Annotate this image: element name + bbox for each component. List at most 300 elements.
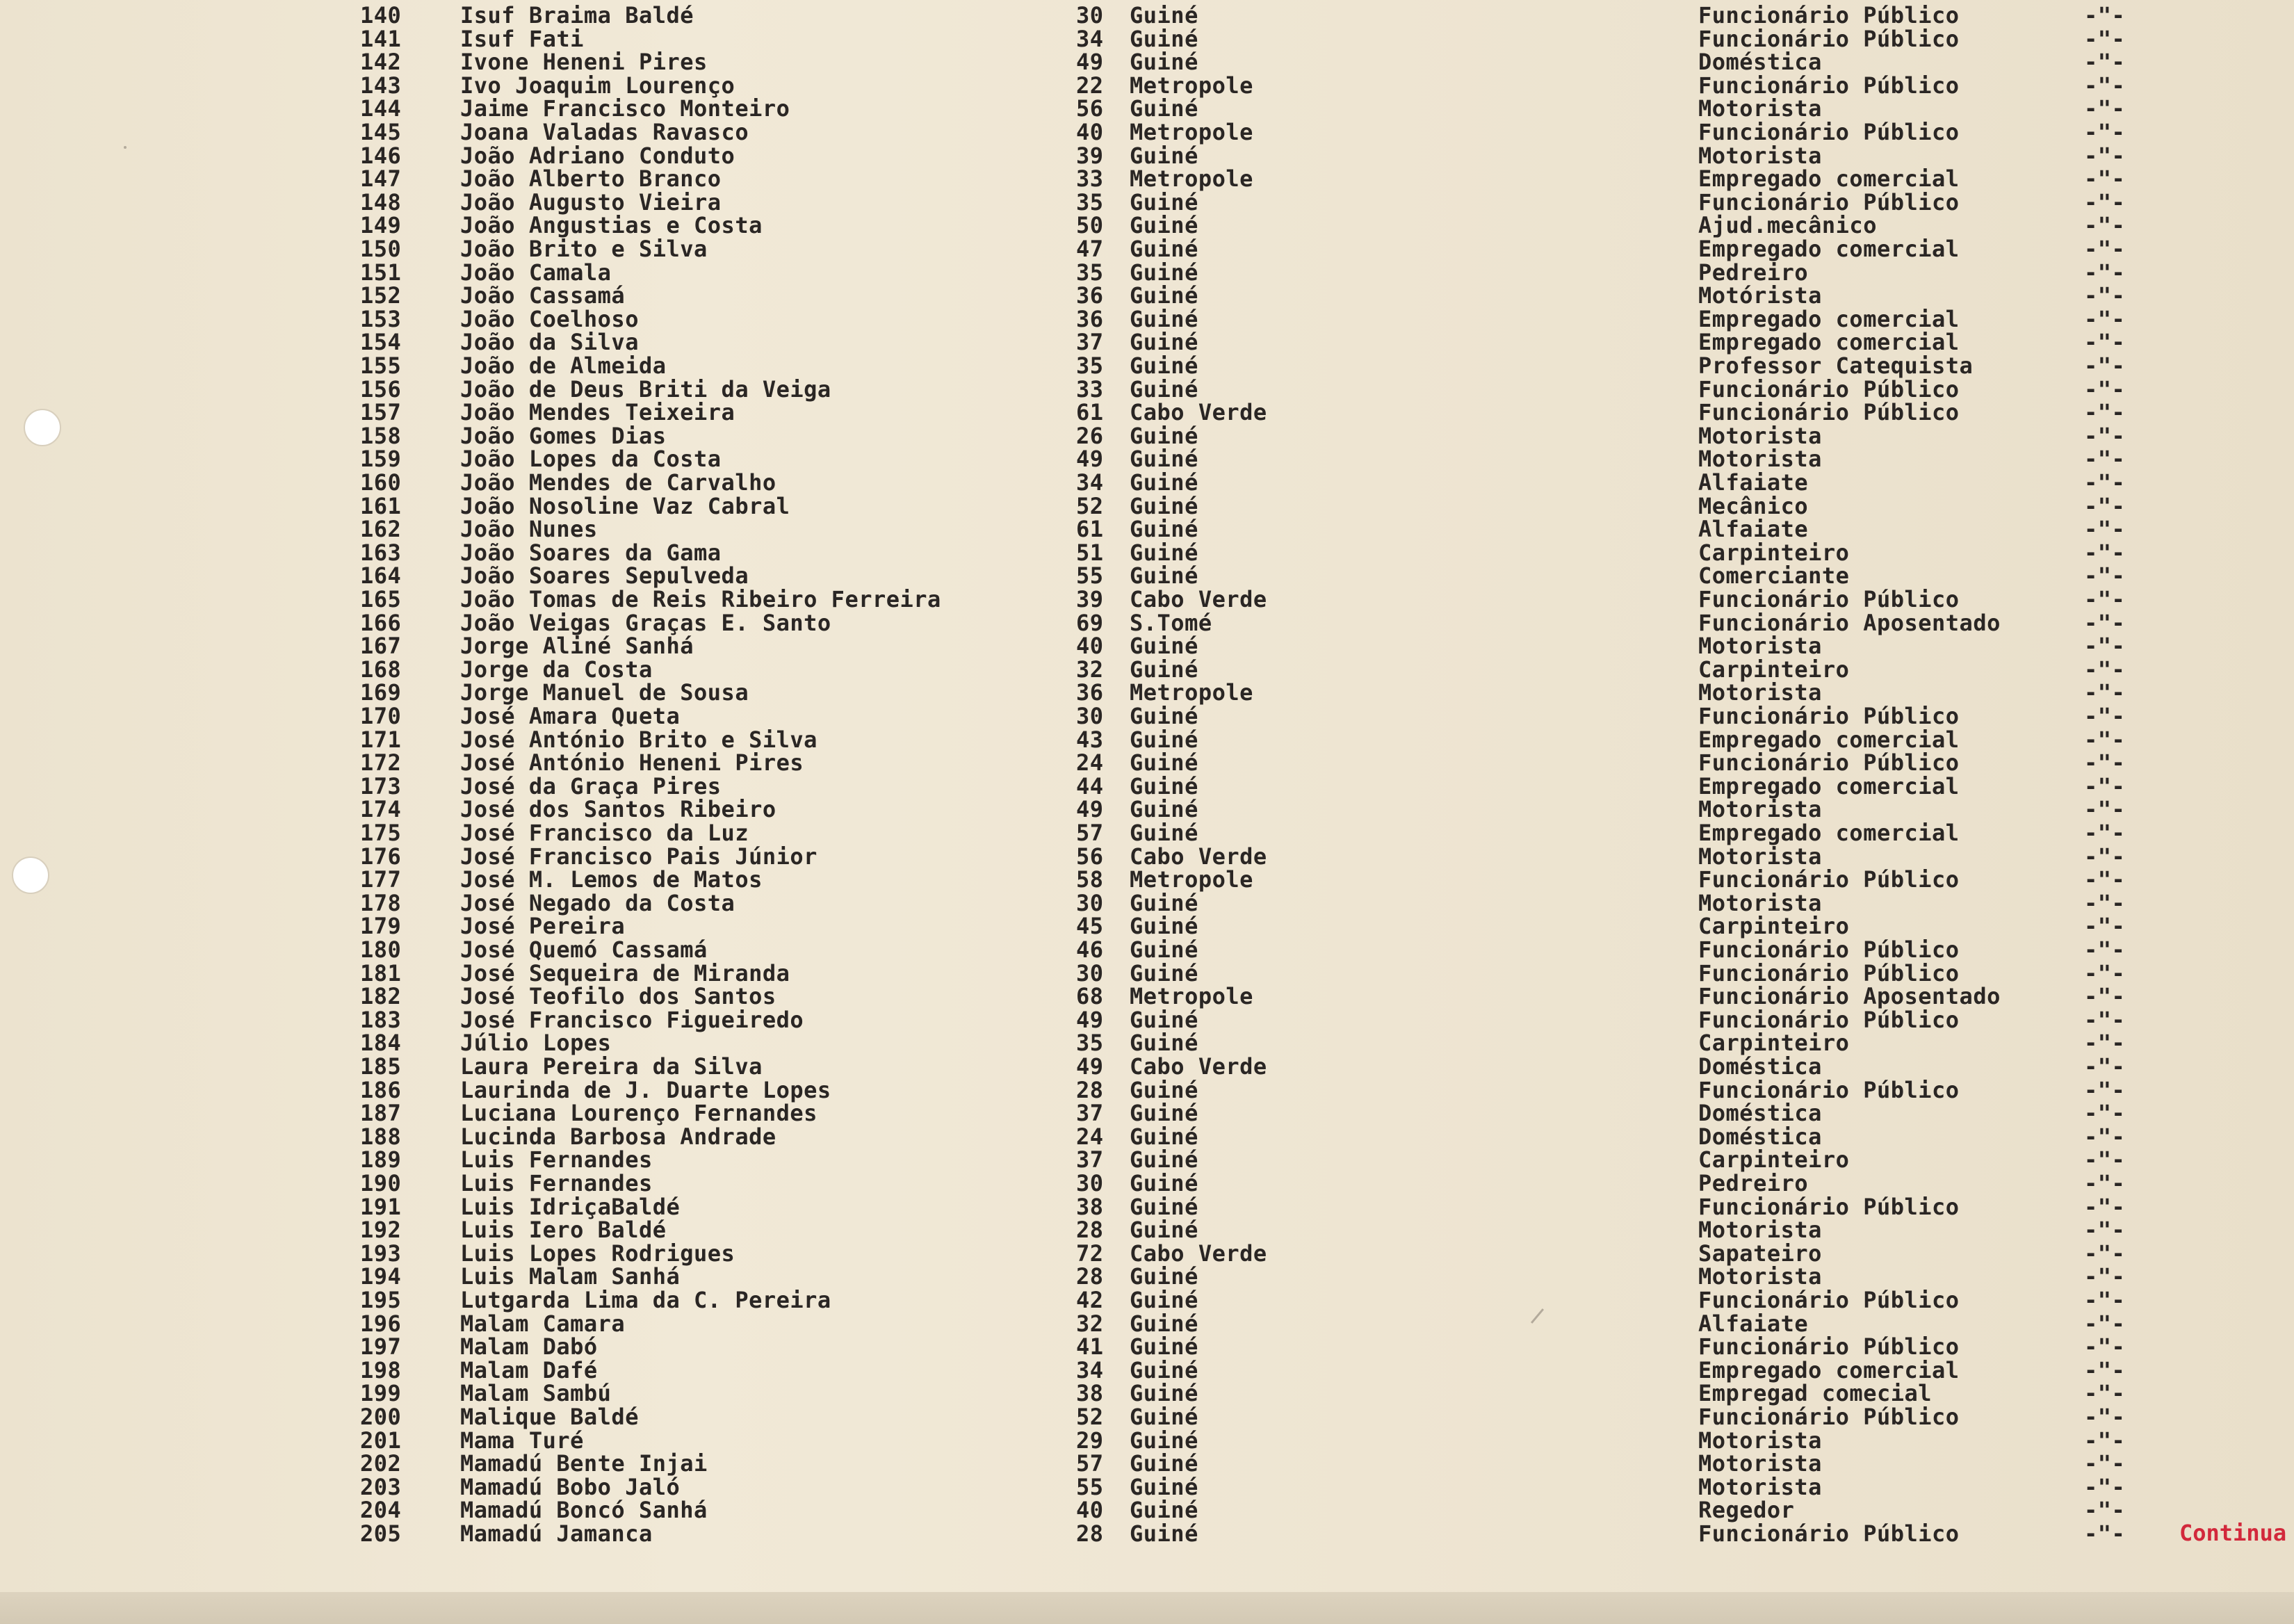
entry-number: 180	[360, 936, 402, 963]
person-name: Mamadú Jamanca	[460, 1520, 653, 1547]
register-row	[0, 1356, 2294, 1383]
ditto-mark: -"-	[2084, 679, 2126, 706]
register-row	[0, 1076, 2294, 1103]
register-row	[0, 889, 2294, 916]
register-row	[0, 1193, 2294, 1220]
occupation: Empregado comercial	[1698, 1356, 1960, 1383]
origin: Guiné	[1130, 539, 1198, 566]
occupation: Funcionário Público	[1698, 959, 1960, 986]
ditto-mark: -"-	[2084, 726, 2126, 753]
age: 34	[1076, 469, 1104, 496]
person-name: João Coelhoso	[460, 305, 639, 332]
age: 58	[1076, 866, 1104, 893]
occupation: Funcionário Público	[1698, 188, 1960, 216]
age: 55	[1076, 562, 1104, 590]
origin: Metropole	[1130, 983, 1253, 1010]
ditto-mark: -"-	[2084, 1123, 2126, 1150]
ditto-mark: -"-	[2084, 142, 2126, 169]
person-name: João Camala	[460, 259, 612, 286]
person-name: José dos Santos Ribeiro	[460, 796, 776, 823]
entry-number: 174	[360, 796, 402, 823]
register-row	[0, 726, 2294, 753]
person-name: Joana Valadas Ravasco	[460, 119, 749, 145]
entry-number: 150	[360, 236, 402, 262]
entry-number: 142	[360, 49, 402, 76]
person-name: João de Almeida	[460, 352, 667, 379]
origin: Metropole	[1130, 72, 1253, 99]
person-name: José M. Lemos de Matos	[460, 866, 763, 893]
origin: Guiné	[1130, 1404, 1198, 1430]
ditto-mark: -"-	[2084, 49, 2126, 76]
origin: Guiné	[1130, 49, 1198, 76]
origin: Guiné	[1130, 820, 1198, 846]
origin: Metropole	[1130, 866, 1253, 893]
occupation: Funcionário Público	[1698, 866, 1960, 893]
entry-number: 147	[360, 165, 402, 193]
entry-number: 164	[360, 562, 402, 590]
register-row	[0, 518, 2294, 542]
register-row	[0, 284, 2294, 308]
age: 32	[1076, 656, 1104, 683]
register-row	[0, 214, 2294, 238]
occupation: Funcionário Público	[1698, 1404, 1960, 1430]
age: 30	[1076, 1170, 1104, 1196]
occupation: Funcionário Público	[1698, 749, 1960, 777]
entry-number: 152	[360, 282, 402, 309]
origin: Guiné	[1130, 212, 1198, 239]
occupation: Doméstica	[1698, 1123, 1822, 1150]
age: 61	[1076, 516, 1104, 543]
occupation: Motorista	[1698, 633, 1822, 660]
person-name: Mama Turé	[460, 1427, 584, 1454]
origin: Cabo Verde	[1130, 1053, 1267, 1080]
occupation: Carpinteiro	[1698, 656, 1850, 683]
age: 45	[1076, 913, 1104, 940]
age: 33	[1076, 165, 1104, 193]
ditto-mark: -"-	[2084, 1520, 2126, 1547]
occupation: Alfaiate	[1698, 1310, 1809, 1337]
entry-number: 155	[360, 352, 402, 379]
occupation: Funcionário Público	[1698, 399, 1960, 426]
ditto-mark: -"-	[2084, 959, 2126, 986]
occupation: Empregado comercial	[1698, 820, 1960, 846]
person-name: João Lopes da Costa	[460, 446, 722, 473]
register-row	[0, 448, 2294, 471]
ditto-mark: -"-	[2084, 936, 2126, 963]
occupation: Funcionário Público	[1698, 72, 1960, 99]
occupation: Empregado comercial	[1698, 329, 1960, 356]
occupation: Funcionário Aposentado	[1698, 609, 2001, 636]
entry-number: 173	[360, 772, 402, 799]
entry-number: 184	[360, 1030, 402, 1057]
register-row	[0, 936, 2294, 963]
person-name: Ivo Joaquim Lourenço	[460, 72, 735, 99]
origin: Guiné	[1130, 726, 1198, 753]
ditto-mark: -"-	[2084, 1030, 2126, 1057]
age: 29	[1076, 1427, 1104, 1454]
age: 52	[1076, 492, 1104, 519]
person-name: José da Graça Pires	[460, 772, 722, 799]
age: 49	[1076, 446, 1104, 473]
person-name: Júlio Lopes	[460, 1030, 612, 1057]
age: 34	[1076, 1356, 1104, 1383]
origin: Guiné	[1130, 516, 1198, 543]
entry-number: 200	[360, 1404, 402, 1430]
occupation: Funcionário Público	[1698, 1076, 1960, 1103]
age: 72	[1076, 1240, 1104, 1267]
register-row	[0, 188, 2294, 216]
person-name: João Soares Sepulveda	[460, 562, 749, 590]
register-row	[0, 331, 2294, 355]
ditto-mark: -"-	[2084, 212, 2126, 239]
ditto-mark: -"-	[2084, 1053, 2126, 1080]
ditto-mark: -"-	[2084, 1287, 2126, 1313]
origin: Guiné	[1130, 329, 1198, 356]
register-row	[0, 1242, 2294, 1266]
entry-number: 202	[360, 1450, 402, 1477]
origin: Guiné	[1130, 492, 1198, 519]
age: 26	[1076, 422, 1104, 449]
person-name: Malique Baldé	[460, 1404, 639, 1430]
entry-number: 158	[360, 422, 402, 449]
person-name: João Mendes de Carvalho	[460, 469, 776, 496]
entry-number: 194	[360, 1263, 402, 1290]
person-name: João Adriano Conduto	[460, 142, 735, 169]
register-row	[0, 25, 2294, 52]
person-name: Isuf Fati	[460, 25, 584, 52]
origin: Guiné	[1130, 1123, 1198, 1150]
occupation: Sapateiro	[1698, 1240, 1822, 1267]
entry-number: 187	[360, 1100, 402, 1127]
age: 43	[1076, 726, 1104, 753]
ditto-mark: -"-	[2084, 1263, 2126, 1290]
person-name: Mamadú Boncó Sanhá	[460, 1497, 708, 1524]
occupation: Empregado comercial	[1698, 236, 1960, 262]
person-name: Jorge Aliné Sanhá	[460, 633, 694, 660]
ditto-mark: -"-	[2084, 25, 2126, 52]
ditto-mark: -"-	[2084, 1497, 2126, 1524]
register-row	[0, 985, 2294, 1009]
age: 22	[1076, 72, 1104, 99]
ditto-mark: -"-	[2084, 1076, 2126, 1103]
register-row	[0, 74, 2294, 98]
register-row	[0, 238, 2294, 261]
occupation: Doméstica	[1698, 49, 1822, 76]
age: 37	[1076, 1146, 1104, 1174]
register-row	[0, 471, 2294, 495]
origin: Guiné	[1130, 913, 1198, 940]
register-row	[0, 1289, 2294, 1313]
occupation: Motorista	[1698, 446, 1822, 473]
person-name: Ivone Heneni Pires	[460, 49, 708, 76]
occupation: Funcionário Público	[1698, 586, 1960, 612]
origin: Guiné	[1130, 656, 1198, 683]
entry-number: 146	[360, 142, 402, 169]
ditto-mark: -"-	[2084, 1404, 2126, 1430]
continuation-label: Continua	[2179, 1520, 2287, 1546]
age: 24	[1076, 749, 1104, 777]
entry-number: 171	[360, 726, 402, 753]
person-name: Mamadú Bobo Jaló	[460, 1473, 681, 1500]
register-row	[0, 658, 2294, 682]
register-row	[0, 261, 2294, 285]
register-row	[0, 51, 2294, 74]
ditto-mark: -"-	[2084, 1193, 2126, 1220]
occupation: Motórista	[1698, 282, 1822, 309]
entry-number: 157	[360, 399, 402, 426]
entry-number: 167	[360, 633, 402, 660]
origin: Guiné	[1130, 889, 1198, 916]
person-name: Luciana Lourenço Fernandes	[460, 1100, 817, 1127]
age: 56	[1076, 95, 1104, 122]
occupation: Alfaiate	[1698, 516, 1809, 543]
origin: S.Tomé	[1130, 609, 1212, 636]
register-row	[0, 1499, 2294, 1522]
age: 40	[1076, 1497, 1104, 1524]
ditto-mark: -"-	[2084, 913, 2126, 940]
origin: Metropole	[1130, 165, 1253, 193]
register-row	[0, 822, 2294, 845]
age: 38	[1076, 1193, 1104, 1220]
age: 35	[1076, 1030, 1104, 1057]
register-row	[0, 845, 2294, 869]
origin: Guiné	[1130, 1100, 1198, 1127]
entry-number: 168	[360, 656, 402, 683]
origin: Guiné	[1130, 749, 1198, 777]
person-name: João Angustias e Costa	[460, 212, 763, 239]
ditto-mark: -"-	[2084, 1146, 2126, 1174]
occupation: Funcionário Público	[1698, 936, 1960, 963]
occupation: Motorista	[1698, 1427, 1822, 1454]
register-row	[0, 1473, 2294, 1500]
occupation: Funcionário Público	[1698, 2, 1960, 29]
register-row	[0, 609, 2294, 636]
origin: Guiné	[1130, 305, 1198, 332]
person-name: José António Brito e Silva	[460, 726, 817, 753]
register-row	[0, 1382, 2294, 1406]
person-name: João Veigas Graças E. Santo	[460, 609, 831, 636]
age: 36	[1076, 679, 1104, 706]
person-name: José Amara Queta	[460, 703, 681, 729]
age: 38	[1076, 1380, 1104, 1407]
ditto-mark: -"-	[2084, 889, 2126, 916]
age: 39	[1076, 142, 1104, 169]
origin: Guiné	[1130, 446, 1198, 473]
person-name: João Soares da Gama	[460, 539, 722, 566]
ditto-mark: -"-	[2084, 1240, 2126, 1267]
ditto-mark: -"-	[2084, 95, 2126, 122]
occupation: Carpinteiro	[1698, 913, 1850, 940]
origin: Guiné	[1130, 1193, 1198, 1220]
occupation: Funcionário Público	[1698, 1333, 1960, 1361]
origin: Guiné	[1130, 796, 1198, 823]
occupation: Empregado comercial	[1698, 726, 1960, 753]
origin: Cabo Verde	[1130, 586, 1267, 612]
origin: Cabo Verde	[1130, 399, 1267, 426]
origin: Guiné	[1130, 25, 1198, 52]
entry-number: 151	[360, 259, 402, 286]
register-row	[0, 868, 2294, 892]
ditto-mark: -"-	[2084, 1333, 2126, 1361]
occupation: Motorista	[1698, 1450, 1822, 1477]
entry-number: 159	[360, 446, 402, 473]
age: 42	[1076, 1287, 1104, 1313]
entry-number: 195	[360, 1287, 402, 1313]
origin: Guiné	[1130, 1427, 1198, 1454]
occupation: Motorista	[1698, 142, 1822, 169]
ditto-mark: -"-	[2084, 1356, 2126, 1383]
age: 35	[1076, 188, 1104, 216]
origin: Guiné	[1130, 375, 1198, 403]
origin: Guiné	[1130, 2, 1198, 29]
entry-number: 162	[360, 516, 402, 543]
entry-number: 163	[360, 539, 402, 566]
person-name: Laura Pereira da Silva	[460, 1053, 763, 1080]
person-name: Luis Iero Baldé	[460, 1217, 667, 1244]
occupation: Pedreiro	[1698, 259, 1809, 286]
origin: Guiné	[1130, 1356, 1198, 1383]
register-row	[0, 705, 2294, 729]
age: 68	[1076, 983, 1104, 1010]
occupation: Motorista	[1698, 843, 1822, 870]
age: 49	[1076, 49, 1104, 76]
entry-number: 190	[360, 1170, 402, 1196]
origin: Guiné	[1130, 1333, 1198, 1361]
origin: Guiné	[1130, 1520, 1198, 1547]
occupation: Motorista	[1698, 1217, 1822, 1244]
person-name: Jorge Manuel de Sousa	[460, 679, 749, 706]
origin: Guiné	[1130, 469, 1198, 496]
register-row	[0, 1335, 2294, 1359]
origin: Guiné	[1130, 959, 1198, 986]
occupation: Motorista	[1698, 889, 1822, 916]
ditto-mark: -"-	[2084, 772, 2126, 799]
origin: Guiné	[1130, 1170, 1198, 1196]
origin: Guiné	[1130, 236, 1198, 262]
register-row	[0, 1102, 2294, 1126]
origin: Cabo Verde	[1130, 843, 1267, 870]
register-row	[0, 1123, 2294, 1150]
occupation: Motorista	[1698, 422, 1822, 449]
occupation: Funcionário Público	[1698, 703, 1960, 729]
register-row	[0, 749, 2294, 777]
age: 56	[1076, 843, 1104, 870]
entry-number: 185	[360, 1053, 402, 1080]
ditto-mark: -"-	[2084, 1310, 2126, 1337]
person-name: Malam Camara	[460, 1310, 626, 1337]
entry-number: 154	[360, 329, 402, 356]
origin: Guiné	[1130, 259, 1198, 286]
ditto-mark: -"-	[2084, 1006, 2126, 1033]
occupation: Alfaiate	[1698, 469, 1809, 496]
origin: Guiné	[1130, 1473, 1198, 1500]
register-row	[0, 375, 2294, 403]
entry-number: 149	[360, 212, 402, 239]
origin: Guiné	[1130, 1030, 1198, 1057]
age: 37	[1076, 329, 1104, 356]
ditto-mark: -"-	[2084, 469, 2126, 496]
origin: Guiné	[1130, 772, 1198, 799]
entry-number: 198	[360, 1356, 402, 1383]
age: 49	[1076, 1053, 1104, 1080]
person-name: João da Silva	[460, 329, 639, 356]
person-name: José Francisco da Luz	[460, 820, 749, 846]
person-name: João Alberto Branco	[460, 165, 722, 193]
person-name: João Mendes Teixeira	[460, 399, 735, 426]
occupation: Funcionário Público	[1698, 1520, 1960, 1547]
register-row	[0, 492, 2294, 519]
register-row	[0, 959, 2294, 986]
entry-number: 160	[360, 469, 402, 496]
occupation: Motorista	[1698, 1263, 1822, 1290]
person-name: Malam Dafé	[460, 1356, 598, 1383]
age: 61	[1076, 399, 1104, 426]
entry-number: 178	[360, 889, 402, 916]
entry-number: 189	[360, 1146, 402, 1174]
occupation: Carpinteiro	[1698, 539, 1850, 566]
ditto-mark: -"-	[2084, 188, 2126, 216]
entry-number: 140	[360, 2, 402, 29]
occupation: Funcionário Público	[1698, 1006, 1960, 1033]
ditto-mark: -"-	[2084, 305, 2126, 332]
age: 36	[1076, 282, 1104, 309]
occupation: Ajud.mecânico	[1698, 212, 1877, 239]
entry-number: 169	[360, 679, 402, 706]
occupation: Motorista	[1698, 679, 1822, 706]
entry-number: 192	[360, 1217, 402, 1244]
person-name: José Pereira	[460, 913, 626, 940]
entry-number: 196	[360, 1310, 402, 1337]
ditto-mark: -"-	[2084, 609, 2126, 636]
origin: Guiné	[1130, 936, 1198, 963]
ditto-mark: -"-	[2084, 329, 2126, 356]
register-row	[0, 1265, 2294, 1289]
age: 50	[1076, 212, 1104, 239]
register-row	[0, 539, 2294, 566]
register-row	[0, 352, 2294, 379]
person-name: Jorge da Costa	[460, 656, 653, 683]
age: 34	[1076, 25, 1104, 52]
entry-number: 175	[360, 820, 402, 846]
register-row	[0, 1310, 2294, 1337]
ditto-mark: -"-	[2084, 516, 2126, 543]
ditto-mark: -"-	[2084, 236, 2126, 262]
entry-number: 182	[360, 983, 402, 1010]
register-row	[0, 165, 2294, 193]
age: 35	[1076, 352, 1104, 379]
origin: Guiné	[1130, 422, 1198, 449]
age: 28	[1076, 1520, 1104, 1547]
person-name: Lucinda Barbosa Andrade	[460, 1123, 776, 1150]
origin: Guiné	[1130, 1310, 1198, 1337]
entry-number: 156	[360, 375, 402, 403]
origin: Guiné	[1130, 352, 1198, 379]
occupation: Mecânico	[1698, 492, 1809, 519]
ditto-mark: -"-	[2084, 72, 2126, 99]
entry-number: 143	[360, 72, 402, 99]
register-row	[0, 1172, 2294, 1196]
ditto-mark: -"-	[2084, 749, 2126, 777]
entry-number: 197	[360, 1333, 402, 1361]
entry-number: 199	[360, 1380, 402, 1407]
age: 55	[1076, 1473, 1104, 1500]
register-row	[0, 1219, 2294, 1242]
entry-number: 153	[360, 305, 402, 332]
register-row	[0, 1452, 2294, 1476]
entry-number: 170	[360, 703, 402, 729]
person-name: Mamadú Bente Injai	[460, 1450, 708, 1477]
age: 24	[1076, 1123, 1104, 1150]
